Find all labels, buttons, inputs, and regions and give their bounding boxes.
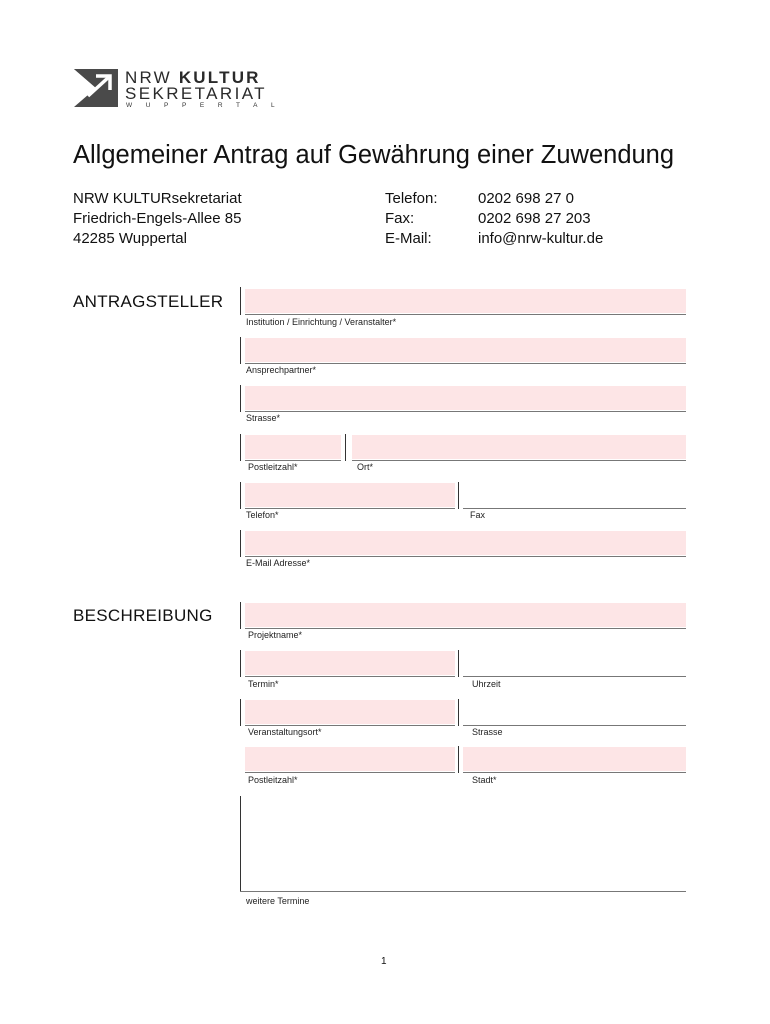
address-line: NRW KULTURsekretariat: [73, 190, 242, 207]
ort-input[interactable]: [352, 435, 686, 459]
logo-line-3: WUPPERTAL: [126, 102, 289, 109]
institution-input[interactable]: [245, 289, 686, 313]
address-line: Friedrich-Engels-Allee 85: [73, 210, 242, 227]
field-divider: [458, 746, 459, 773]
field-divider: [240, 650, 241, 677]
email-input[interactable]: [245, 531, 686, 555]
sender-address: [73, 189, 242, 249]
logo-icon: [74, 69, 118, 107]
telefon-input[interactable]: [245, 483, 455, 507]
strasse-label: Strasse*: [246, 413, 281, 423]
veranstaltungsort-input[interactable]: [245, 700, 455, 724]
contact-labels: [385, 189, 438, 249]
postleitzahl-input[interactable]: [245, 435, 341, 459]
field-divider: [458, 482, 459, 509]
termin-label: Termin*: [248, 679, 279, 689]
stadt-input[interactable]: [463, 747, 686, 771]
contact-label: Telefon:: [385, 190, 438, 207]
field-divider: [240, 337, 241, 364]
termin-input[interactable]: [245, 651, 455, 675]
logo-line-1: NRW KULTUR: [125, 68, 261, 87]
contact-label: Fax:: [385, 210, 415, 227]
field-divider: [240, 699, 241, 726]
address-line: 42285 Wuppertal: [73, 230, 187, 247]
veranstaltung-strasse-label: Strasse: [472, 727, 503, 737]
telefon-label: Telefon*: [246, 510, 279, 520]
postleitzahl-label: Postleitzahl*: [248, 462, 298, 472]
field-divider: [345, 434, 346, 461]
weitere-termine-textarea[interactable]: [240, 796, 686, 892]
field-divider: [240, 602, 241, 629]
contact-email: info@nrw-kultur.de: [478, 230, 604, 247]
projektname-label: Projektname*: [248, 630, 303, 640]
section-beschreibung: BESCHREIBUNG: [73, 606, 213, 625]
uhrzeit-label: Uhrzeit: [472, 679, 501, 689]
fax-label: Fax: [470, 510, 486, 520]
page-number: 1: [381, 956, 387, 967]
field-divider: [240, 385, 241, 412]
section-antragsteller: ANTRAGSTELLER: [73, 292, 224, 311]
uhrzeit-input[interactable]: [463, 651, 686, 675]
ansprechpartner-label: Ansprechpartner*: [246, 365, 317, 375]
field-divider: [240, 530, 241, 557]
veranstaltung-strasse-input[interactable]: [463, 700, 686, 724]
stadt-label: Stadt*: [472, 775, 497, 785]
contact-label: E-Mail:: [385, 230, 432, 247]
field-divider: [240, 482, 241, 509]
ansprechpartner-input[interactable]: [245, 338, 686, 362]
strasse-input[interactable]: [245, 386, 686, 410]
weitere-termine-label: weitere Termine: [246, 896, 310, 906]
email-label: E-Mail Adresse*: [246, 558, 311, 568]
field-divider: [240, 287, 241, 315]
contact-values: [478, 189, 603, 249]
field-divider: [458, 699, 459, 726]
field-divider: [240, 434, 241, 461]
veranstaltungsort-label: Veranstaltungsort*: [248, 727, 322, 737]
page-title: Allgemeiner Antrag auf Gewährung einer Zuwendung: [73, 141, 675, 169]
veranstaltung-postleitzahl-label: Postleitzahl*: [248, 775, 298, 785]
fax-input[interactable]: [463, 483, 686, 507]
logo-line-2: SEKRETARIAT: [125, 84, 267, 103]
veranstaltung-postleitzahl-input[interactable]: [245, 747, 455, 771]
ort-label: Ort*: [357, 462, 374, 472]
institution-label: Institution / Einrichtung / Veranstalter*: [246, 317, 397, 327]
contact-fax: 0202 698 27 203: [478, 210, 591, 227]
contact-phone: 0202 698 27 0: [478, 190, 574, 207]
field-divider: [458, 650, 459, 677]
projektname-input[interactable]: [245, 603, 686, 627]
